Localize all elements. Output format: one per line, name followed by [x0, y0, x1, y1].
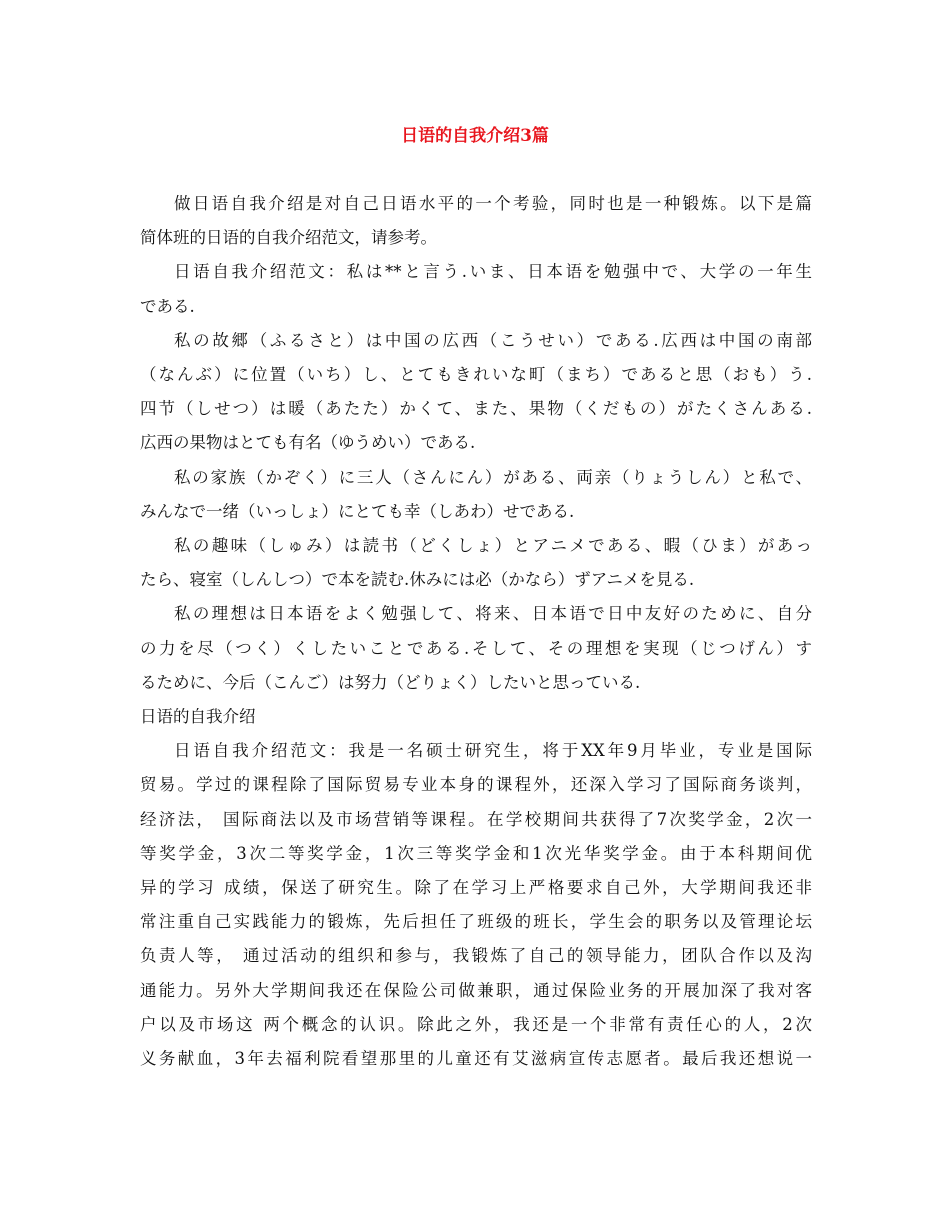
paragraph-line: 户以及市场这 两个概念的认识。除此之外，我还是一个非常有责任心的人，2次	[140, 1014, 812, 1034]
paragraph-first-line: 做日语自我介绍是对自己日语水平的一个考验，同时也是一种锻炼。以下是篇	[174, 194, 812, 213]
paragraph-first-line: 日语自我介绍范文：私は**と言う.いま、日本语を勉强中で、大学の一年生	[174, 262, 812, 282]
paragraph-line: 広西の果物はとても有名（ゆうめい）である.	[140, 433, 476, 453]
paragraph-first-line: 私の家族（かぞく）に三人（さんにん）がある、両亲（りょうしん）と私で、	[174, 467, 812, 487]
paragraph-first-line: 私の理想は日本语をよく勉强して、将来、日本语で日中友好のために、自分	[174, 604, 812, 624]
paragraph-line: るために、今后（こんご）は努力（どりょく）したいと思っている.	[140, 672, 641, 692]
paragraph-line: 常注重自己实践能力的锻炼，先后担任了班级的班长，学生会的职务以及管理论坛	[140, 912, 812, 932]
paragraph-line: 负责人等， 通过活动的组织和参与，我锻炼了自己的领导能力，团队合作以及沟	[140, 946, 812, 966]
paragraph-first-line: 私の故郷（ふるさと）は中国の広西（こうせい）である.広西は中国の南部	[174, 330, 812, 350]
paragraph-line: （なんぶ）に位置（いち）し、とてもきれいな町（まち）であると思（おも）う.	[140, 365, 812, 384]
paragraph-line: 四节（しせつ）は暖（あたた）かくて、また、果物（くだもの）がたくさんある.	[140, 399, 812, 419]
paragraph-line: みんなで一绪（いっしょ）にとても幸（しあわ）せである.	[140, 501, 575, 521]
paragraph-line: 贸易。学过的课程除了国际贸易专业本身的课程外，还深入学习了国际商务谈判，	[140, 775, 812, 795]
paragraph-line: 义务献血，3年去福利院看望那里的儿童还有艾滋病宣传志愿者。最后我还想说一	[140, 1049, 812, 1068]
paragraph-line: である.	[140, 296, 195, 316]
paragraph-first-line: 日语自我介绍范文：我是一名硕士研究生，将于XX年9月毕业，专业是国际	[174, 741, 812, 761]
paragraph-line: 异的学习 成绩，保送了研究生。除了在学习上严格要求自己外，大学期间我还非	[140, 878, 812, 897]
paragraph-line: 通能力。另外大学期间我还在保险公司做兼职，通过保险业务的开展加深了我对客	[140, 980, 812, 1000]
paragraph-line: 等奖学金，3次二等奖学金，1次三等奖学金和1次光华奖学金。由于本科期间优	[140, 843, 812, 863]
paragraph-line: の力を尽（つく）くしたいことである.そして、その理想を実现（じつげん）す	[140, 638, 812, 658]
document-title: 日语的自我介绍3篇	[401, 126, 549, 146]
paragraph-line: たら、寝室（しんしつ）で本を読む.休みには必（かなら）ずアニメを見る.	[140, 570, 695, 590]
paragraph-line: 简体班的日语的自我介绍范文，请参考。	[140, 228, 437, 248]
paragraph-line: 日语的自我介绍	[140, 707, 256, 726]
paragraph-line: 经济法， 国际商法以及市场营销等课程。在学校期间共获得了7次奖学金，2次一	[140, 809, 812, 829]
paragraph-first-line: 私の趣味（しゅみ）は読书（どくしょ）とアニメである、暇（ひま）があっ	[174, 536, 812, 555]
